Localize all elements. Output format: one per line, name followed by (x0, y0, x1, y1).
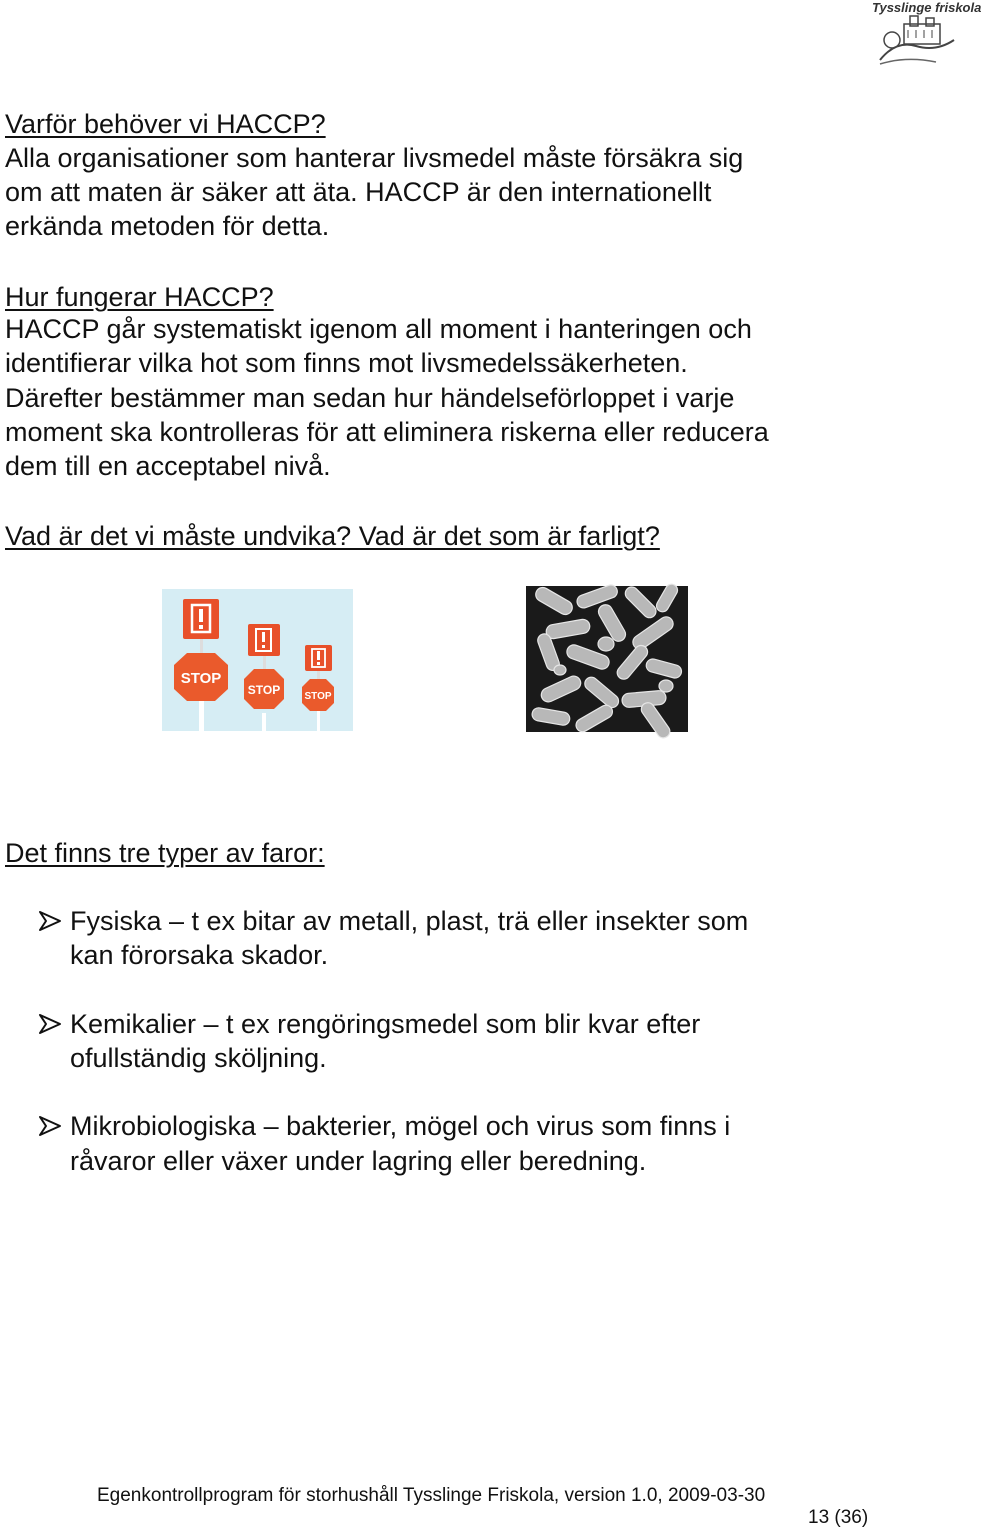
list-item-text: Fysiska – t ex bitar av metall, plast, trä eller insekter som (70, 906, 749, 936)
bacteria-micrograph-image (526, 586, 688, 732)
paragraph-line: om att maten är säker att äta. HACCP är den internationellt (5, 177, 712, 207)
paragraph-line: Alla organisationer som hanterar livsmedel måste försäkra sig (5, 143, 744, 173)
paragraph-line: HACCP går systematiskt igenom all moment i hanteringen och (5, 314, 752, 344)
heading-why-haccp: Varför behöver vi HACCP? (5, 109, 326, 139)
paragraph-line: Därefter bestämmer man sedan hur händelseförloppet i varje (5, 383, 735, 413)
footer-text: Egenkontrollprogram för storhushåll Tysslinge Friskola, version 1.0, 2009-03-30 (97, 1485, 766, 1506)
stop-signs-image (162, 589, 353, 731)
stop-sign-label: STOP (247, 683, 281, 697)
heading-what-to-avoid: Vad är det vi måste undvika? Vad är det som är farligt? (5, 521, 660, 551)
list-item-continuation: ofullständig sköljning. (70, 1043, 327, 1073)
stop-sign-label: STOP (180, 670, 222, 687)
paragraph-line: moment ska kontrolleras för att eliminera riskerna eller reducera (5, 417, 769, 447)
paragraph-line: identifierar vilka hot som finns mot livsmedelssäkerheten. (5, 348, 688, 378)
list-item-continuation: råvaror eller växer under lagring eller beredning. (70, 1146, 647, 1176)
page-number: 13 (36) (808, 1507, 869, 1528)
list-item-text: Kemikalier – t ex rengöringsmedel som blir kvar efter (70, 1009, 701, 1039)
arrow-bullet-icon (38, 909, 64, 933)
school-logo (866, 0, 981, 68)
arrow-bullet-icon (38, 1114, 64, 1138)
list-item-continuation: kan förorsaka skador. (70, 940, 329, 970)
heading-how-haccp: Hur fungerar HACCP? (5, 282, 274, 312)
paragraph-line: dem till en acceptabel nivå. (5, 451, 331, 481)
hazards-heading: Det finns tre typer av faror: (5, 838, 325, 868)
stop-sign-label: STOP (304, 691, 332, 702)
paragraph-line: erkända metoden för detta. (5, 211, 330, 241)
arrow-bullet-icon (38, 1012, 64, 1036)
logo-text: Tysslinge friskola (872, 0, 981, 15)
list-item-text: Mikrobiologiska – bakterier, mögel och virus som finns i (70, 1111, 731, 1141)
